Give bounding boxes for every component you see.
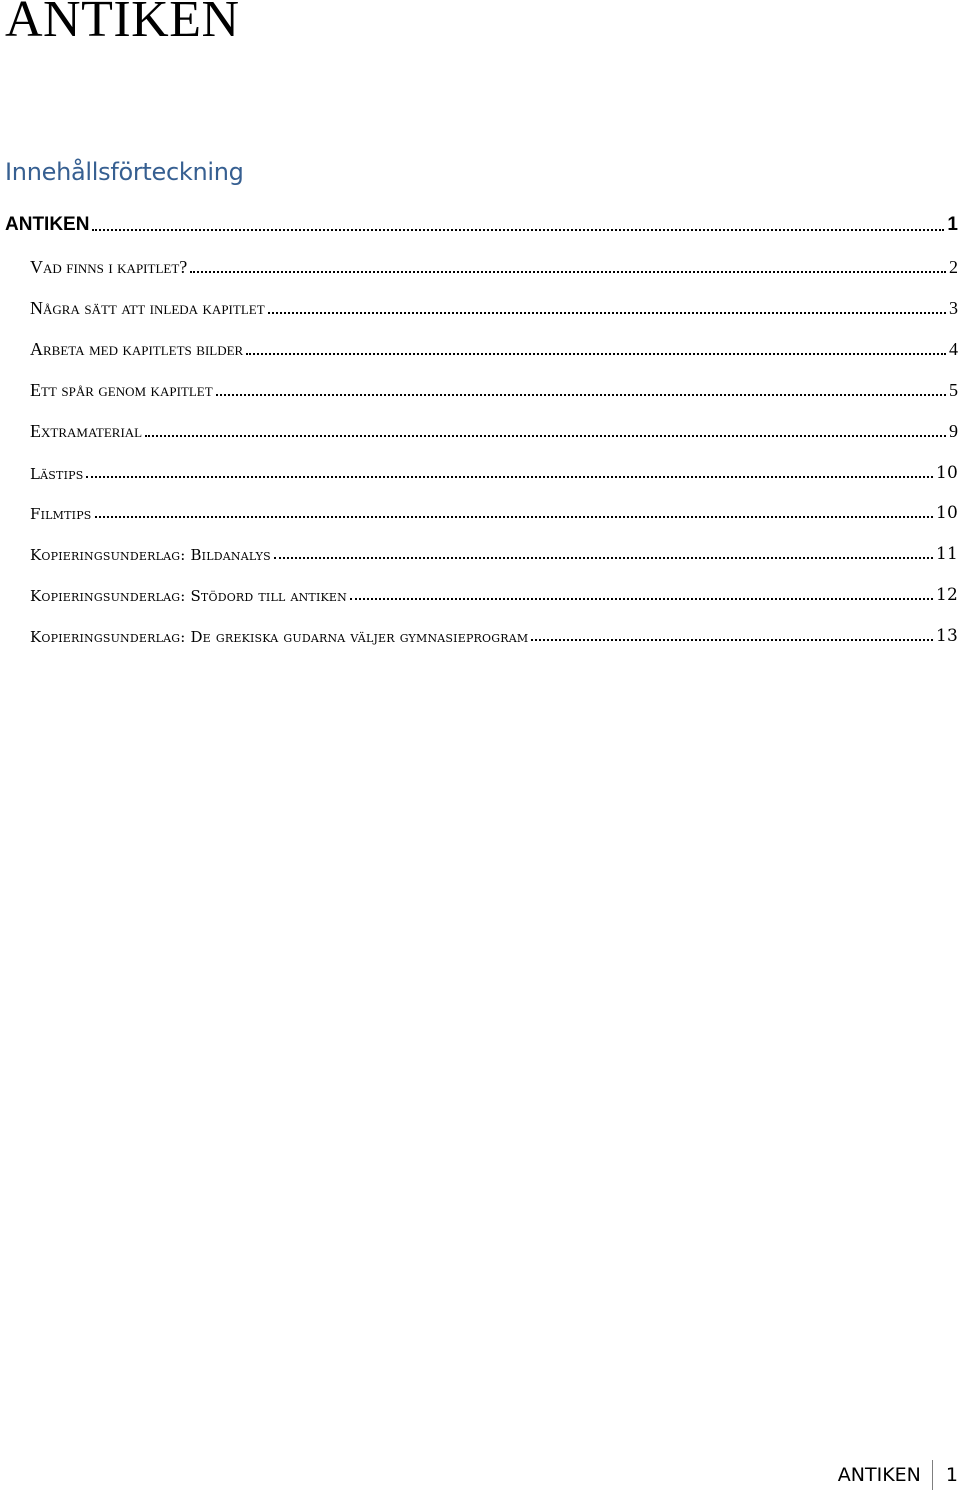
dot-leader [274,557,933,559]
toc-entry-label: Lästips [30,465,84,483]
toc-entry-spar[interactable] [30,375,958,401]
page-footer [838,1458,960,1492]
toc-entry-label: Kopieringsunderlag: Stödord till antiken [30,587,347,605]
toc-entry-page: 2 [949,257,958,277]
dot-leader [216,394,946,396]
toc-entry-page: 13 [935,626,958,646]
toc-entry-page: 12 [935,585,958,605]
toc-entry-page: 4 [949,339,958,359]
dot-leader [86,476,932,478]
dot-leader [268,312,946,314]
toc-entry-label: Arbeta med kapitlets bilder [30,339,244,359]
toc-entry-stodord[interactable] [30,579,958,605]
toc-entry-antiken[interactable] [5,210,958,236]
table-of-contents [0,0,960,700]
toc-entry-filmtips[interactable] [30,497,958,523]
toc-entry-vad-finns[interactable] [30,252,958,278]
document-title: ANTIKEN [5,0,240,48]
toc-entry-label: Några sätt att inleda kapitlet [30,298,265,318]
dot-leader [92,229,944,231]
toc-entry-page: 11 [935,544,958,564]
toc-entry-label: Vad finns i kapitlet? [30,257,188,277]
toc-entry-page: 5 [949,380,958,400]
toc-entry-bildanalys[interactable] [30,538,958,564]
dot-leader [531,639,933,641]
toc-entry-page: 10 [935,503,958,523]
toc-entry-bilder[interactable] [30,334,958,360]
footer-page-number: 1 [945,1464,958,1486]
toc-entry-page: 10 [935,463,958,483]
toc-entry-page: 9 [949,421,958,441]
toc-entry-gudarna[interactable] [30,620,958,646]
toc-entry-label: Ett spår genom kapitlet [30,380,213,400]
dot-leader [190,271,946,273]
toc-entry-label: Kopieringsunderlag: Bildanalys [30,546,271,564]
dot-leader [145,435,946,437]
toc-entry-label: Extramaterial [30,421,143,441]
toc-entry-extramaterial[interactable] [30,416,958,442]
toc-entry-page: 3 [949,298,958,318]
toc-entry-label: ANTIKEN [5,214,90,235]
toc-entry-inleda[interactable] [30,293,958,319]
footer-title: ANTIKEN [837,1464,921,1486]
toc-entry-label: Filmtips [30,505,92,523]
toc-entry-lastips[interactable] [30,457,958,483]
dot-leader [246,353,946,355]
toc-entry-label: Kopieringsunderlag: De grekiska gudarna väljer gymnasieprogram [30,628,529,646]
toc-heading: Innehållsförteckning [5,158,244,186]
dot-leader [95,516,933,518]
toc-entry-page: 1 [947,214,958,235]
dot-leader [350,598,933,600]
